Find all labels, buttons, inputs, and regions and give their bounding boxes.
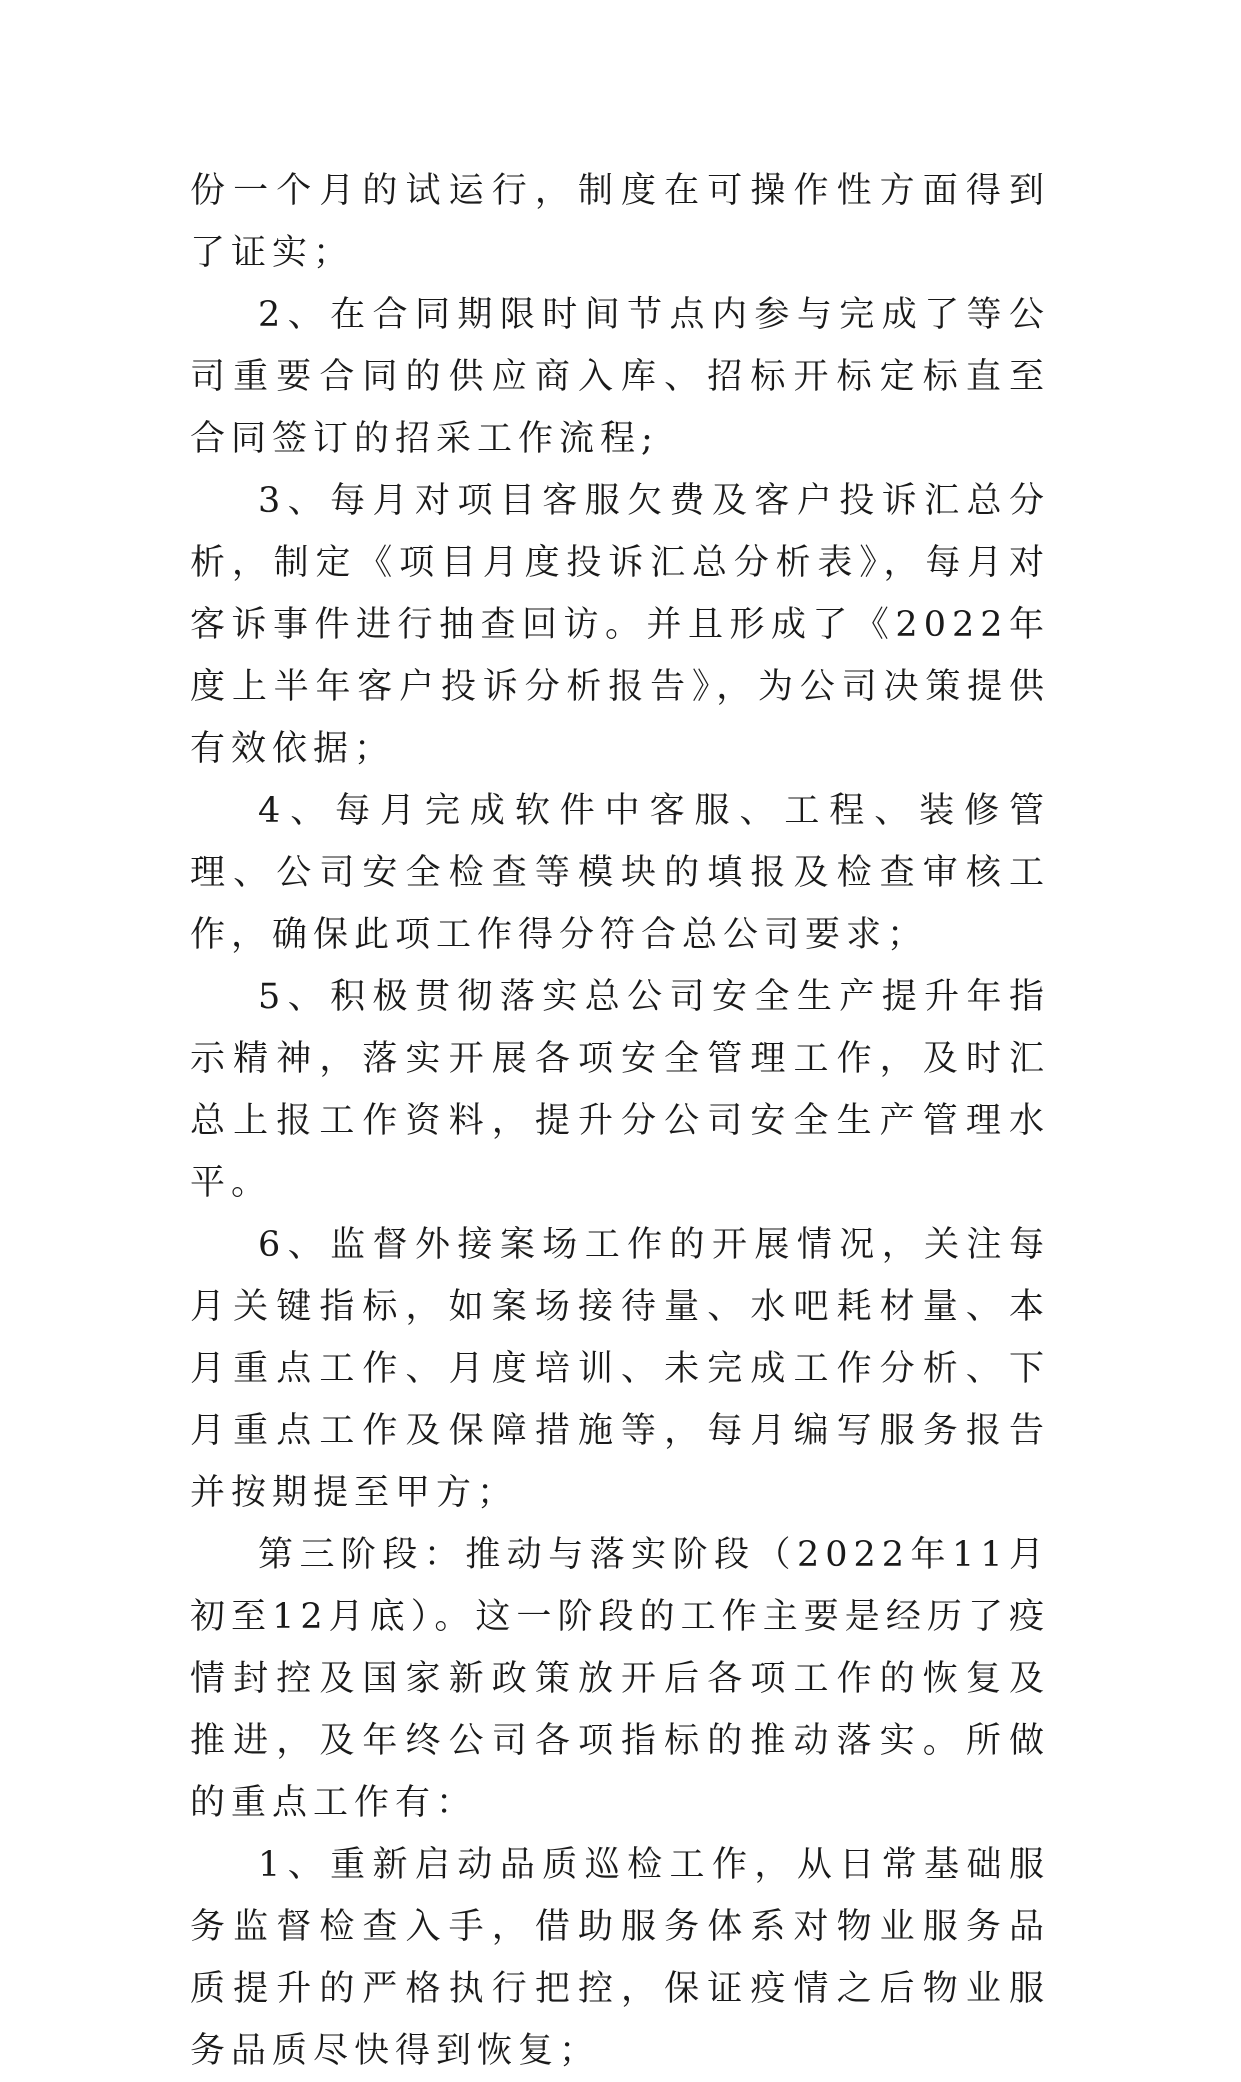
paragraph-item-6: 6、监督外接案场工作的开展情况，关注每月关键指标，如案场接待量、水吧耗材量、本月重点工作、月度培训、未完成工作分析、下月重点工作及保障措施等，每月编写服务报告并按期提至甲方； (190, 1225, 1050, 1513)
document-body (190, 160, 1050, 2082)
paragraph-item-5: 5、积极贯彻落实总公司安全生产提升年指示精神，落实开展各项安全管理工作，及时汇总上报工作资料，提升分公司安全生产管理水平。 (190, 977, 1050, 1203)
paragraph-item-2: 2、在合同期限时间节点内参与完成了等公司重要合同的供应商入库、招标开标定标直至合同签订的招采工作流程; (190, 295, 1050, 459)
paragraph-stage-three: 第三阶段：推动与落实阶段（2022年11月初至12月底）。这一阶段的工作主要是经历了疫情封控及国家新政策放开后各项工作的恢复及推进，及年终公司各项指标的推动落实。所做的重点工作有： (190, 1535, 1050, 1823)
paragraph-continuation: 份一个月的试运行，制度在可操作性方面得到了证实； (190, 171, 1050, 273)
paragraph-item-3: 3、每月对项目客服欠费及客户投诉汇总分析，制定《项目月度投诉汇总分析表》，每月对客诉事件进行抽查回访。并且形成了《2022年度上半年客户投诉分析报告》，为公司决策提供有效依据； (190, 481, 1050, 769)
paragraph-item-4: 4、每月完成软件中客服、工程、装修管理、公司安全检查等模块的填报及检查审核工作，确保此项工作得分符合总公司要求； (190, 791, 1050, 955)
paragraph-stage-three-item-1: 1、重新启动品质巡检工作，从日常基础服务监督检查入手，借助服务体系对物业服务品质提升的严格执行把控，保证疫情之后物业服务品质尽快得到恢复； (190, 1845, 1050, 2071)
